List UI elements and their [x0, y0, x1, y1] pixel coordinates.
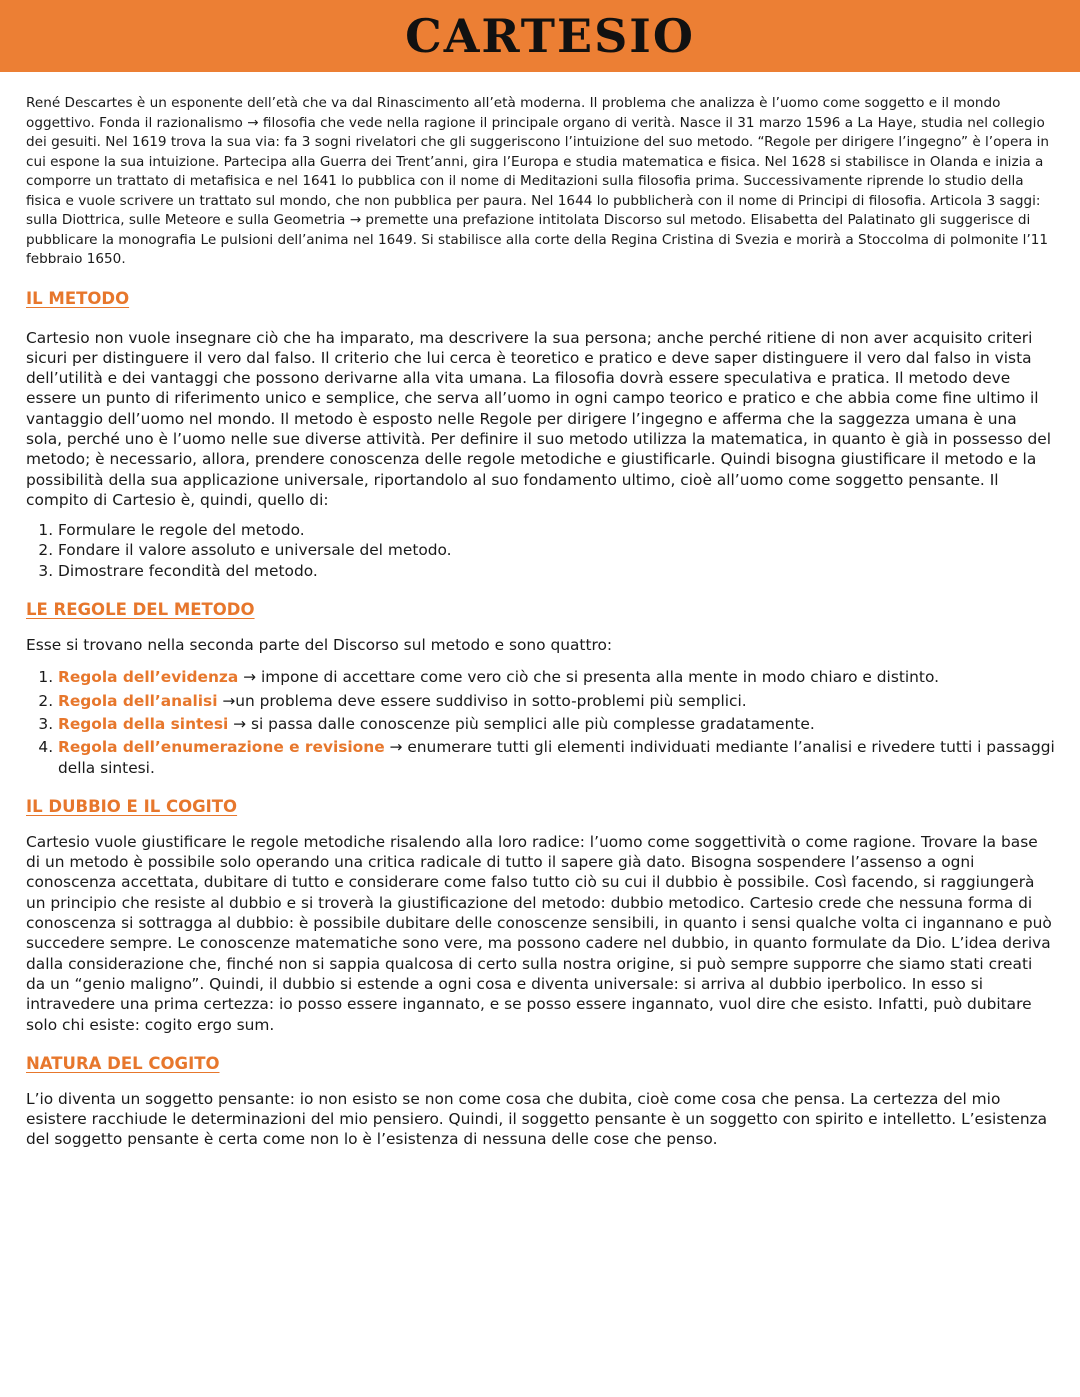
- metodo-list: [26, 520, 1056, 581]
- dubbio-paragraph: Cartesio vuole giustificare le regole metodiche risalendo alla loro radice: l’uomo come soggettività o come ragione. Trovare la base di un metodo è possibile solo operando una critica radicale di tutto il sapere già dato. Bisogna sospendere l’assenso a ogni conoscenza accettata, dubitare di tutto e considerare come falso tutto ciò su cui il dubbio è possibile. Così facendo, si raggiungerà un principio che resiste al dubbio e si troverà la giustificazione del metodo: dubbio metodico. Cartesio crede che nessuna forma di conoscenza si sottragga al dubbio: è possibile dubitare delle conoscenze sensibili, in quanto i sensi qualche volta ci ingannano e può succedere sempre. Le conoscenze matematiche sono vere, ma possono cadere nel dubbio, in quanto formulate da Dio. L’idea deriva dalla considerazione che, finché non si sappia qualcosa di certo sulla nostra origine, si può sempre supporre che siamo stati creati da un “genio maligno”. Quindi, il dubbio si estende a ogni cosa e diventa universale: si arriva al dubbio iperbolico. In esso si intravedere una prima certezza: io posso essere ingannato, e se posso essere ingannato, vuol dire che esisto. Infatti, può dubitare solo chi esiste: cogito ergo sum.: [26, 832, 1052, 1034]
- section-title-regole: LE REGOLE DEL METODO: [26, 600, 255, 620]
- rule-name: Regola dell’evidenza: [58, 668, 239, 687]
- metodo-paragraph: Cartesio non vuole insegnare ciò che ha imparato, ma descrivere la sua persona; anche perché ritiene di non aver acquisito criteri sicuri per distinguere il vero dal falso. Il criterio che lui cerca è teoretico e pratico e deve saper distinguere il vero dal falso in vista dell’utilità e dei vantaggi che possono derivarne alla vita umana. La filosofia dovrà essere speculativa e pratica. Il metodo deve essere un punto di riferimento unico e semplice, che serva all’uomo in ogni campo teorico e pratico e che abbia come fine ultimo il vantaggio dell’uomo nel mondo. Il metodo è esposto nelle Regole per dirigere l’ingegno e afferma che la saggezza umana è una sola, perché uno è l’uomo nelle sue diverse attività. Per definire il suo metodo utilizza la matematica, in quanto è già in possesso del metodo; è necessario, allora, prendere conoscenza delle regole metodiche e giustificarle. Quindi bisogna giustificare il metodo e la possibilità della sua applicazione universale, riportandolo al suo fondamento ultimo, cioè all’uomo come soggetto pensante. Il compito di Cartesio è, quindi, quello di:: [26, 328, 1052, 509]
- intro-paragraph: René Descartes è un esponente dell’età che va dal Rinascimento all’età moderna. Il problema che analizza è l’uomo come soggetto e il mondo oggettivo. Fonda il razionalismo → filosofia che vede nella ragione il principale organo di verità. Nasce il 31 marzo 1596 a La Haye, studia nel collegio dei gesuiti. Nel 1619 trova la sua via: fa 3 sogni rivelatori che gli suggeriscono l’intuizione del suo metodo. “Regole per dirigere l’ingegno” è l’opera in cui espone la sua intuizione. Partecipa alla Guerra dei Trent’anni, gira l’Europa e studia matematica e fisica. Nel 1628 si stabilisce in Olanda e inizia a comporre un trattato di metafisica e nel 1641 lo pubblica con il nome di Meditazioni sulla filosofia prima. Successivamente riprende lo studio della fisica e vuole scrivere un trattato sul mondo, che non pubblica per paura. Nel 1644 lo pubblicherà con il nome di Principi di filosofia. Articola 3 saggi: sulla Diottrica, sulle Meteore e sulla Geometria → premette una prefazione intitolata Discorso sul metodo. Elisabetta del Palatinato gli suggerisce di pubblicare la monografia Le pulsioni dell’anima nel 1649. Si stabilisce alla corte della Regina Cristina di Svezia e morirà a Stoccolma di polmonite l’11 febbraio 1650.: [26, 95, 1050, 267]
- rule-text: →un problema deve essere suddiviso in sotto-problemi più semplici.: [217, 691, 747, 710]
- list-item: [58, 714, 1056, 734]
- regole-list: [26, 667, 1056, 777]
- section-title-natura: NATURA DEL COGITO: [26, 1053, 220, 1073]
- document-body: [0, 72, 1080, 1150]
- section-title-metodo: IL METODO: [26, 288, 130, 308]
- section-natura: [26, 1043, 1056, 1150]
- title-banner: [0, 0, 1080, 72]
- rule-text: → impone di accettare come vero ciò che si presenta alla mente in modo chiaro e distinto.: [238, 668, 939, 687]
- section-dubbio: [26, 786, 1056, 1035]
- section-metodo: [26, 278, 1056, 582]
- list-item: 3. Dimostrare fecondità del metodo.: [58, 561, 1056, 581]
- page-title: CARTESIO: [405, 9, 695, 63]
- list-item: [58, 667, 1056, 687]
- rule-name: Regola della sintesi: [58, 714, 229, 733]
- list-item: [58, 737, 1056, 778]
- rule-name: Regola dell’enumerazione e revisione: [58, 738, 385, 757]
- rule-name: Regola dell’analisi: [58, 691, 218, 710]
- rule-text: → enumerare tutti gli elementi individuati mediante l’analisi e rivedere tutti i passaggi della sintesi.: [58, 738, 1055, 777]
- section-regole: [26, 589, 1056, 778]
- list-item: [58, 691, 1056, 711]
- natura-paragraph: L’io diventa un soggetto pensante: io non esisto se non come cosa che dubita, cioè come cosa che pensa. La certezza del mio esistere racchiude le determinazioni del mio pensiero. Quindi, il soggetto pensante è un soggetto con spirito e intelletto. L’esistenza del soggetto pensante è certa come non lo è l’esistenza di nessuna delle cose che penso.: [26, 1089, 1048, 1149]
- section-title-dubbio: IL DUBBIO E IL COGITO: [26, 796, 238, 816]
- list-item: 1. Formulare le regole del metodo.: [58, 520, 1056, 540]
- regole-paragraph: Esse si trovano nella seconda parte del Discorso sul metodo e sono quattro:: [26, 636, 613, 655]
- rule-text: → si passa dalle conoscenze più semplici alle più complesse gradatamente.: [228, 714, 815, 733]
- list-item: 2. Fondare il valore assoluto e universale del metodo.: [58, 540, 1056, 560]
